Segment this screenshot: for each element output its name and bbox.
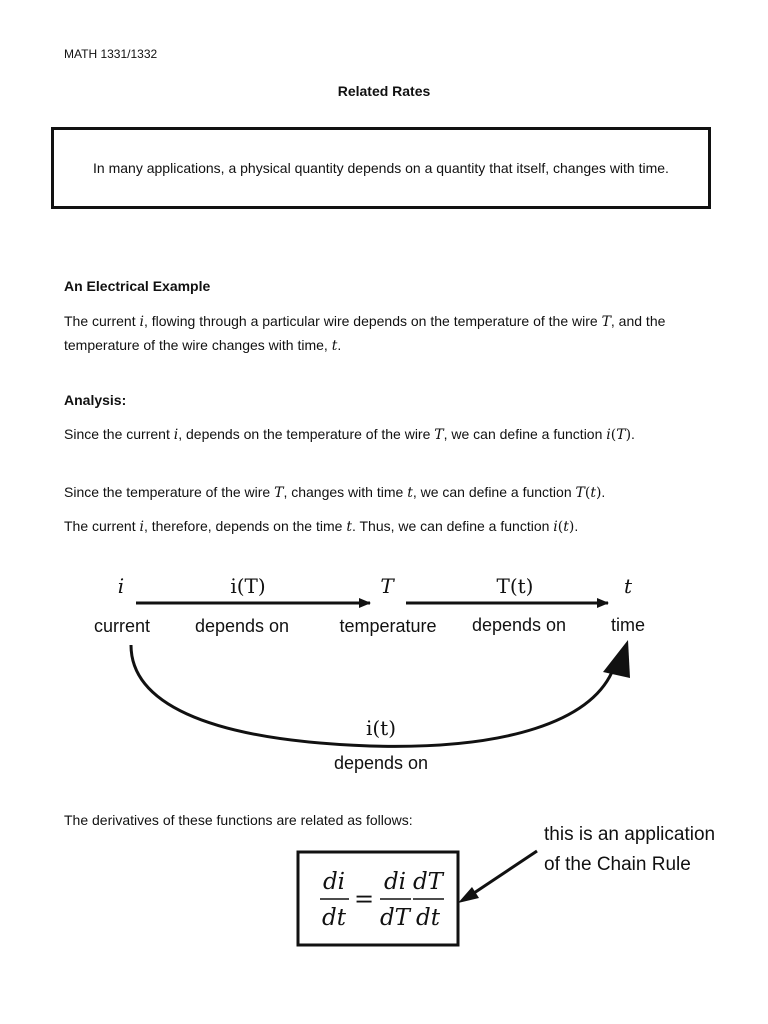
curve-function: i(t) [365,716,397,740]
r2-denominator: dt [416,905,440,931]
lhs-denominator: dt [322,905,346,931]
r2-numerator: dT [412,869,444,895]
node-t-label: time [610,615,646,635]
curve-label: depends on [333,753,429,773]
lhs-numerator: di [322,869,346,895]
analysis-heading: Analysis: [64,392,127,408]
derivatives-intro: The derivatives of these functions are related as follows: [64,812,413,828]
example-paragraph: The current i, flowing through a particular wire depends on the temperature of the wire T, and the temperature of the wire changes with time, t. [64,313,666,354]
node-i-label: current [93,616,151,636]
node-i-symbol: i [117,574,125,598]
analysis-sentence-3: The current i, therefore, depends on the time t. Thus, we can define a function i(t). [64,518,579,535]
course-code: MATH 1331/1332 [64,47,158,61]
arrow2-label: depends on [471,615,567,635]
node-T-label: temperature [339,616,437,636]
node-t-symbol: t [623,574,633,598]
example-heading: An Electrical Example [64,278,211,294]
note-line-2: of the Chain Rule [544,854,691,875]
note-pointer-line [468,851,537,897]
analysis-sentence-2: Since the temperature of the wire T, changes with time t, we can define a function T(t). [64,484,606,501]
r1-denominator: dT [379,905,411,931]
arrow2-function: T(t) [496,574,534,598]
r1-numerator: di [383,869,407,895]
note-line-1: this is an application [544,824,716,845]
analysis-sentence-1: Since the current i, depends on the temperature of the wire T, we can define a function i(T). [64,426,635,443]
node-T-symbol: T [380,574,394,598]
equals-sign: = [353,885,375,913]
intro-text: In many applications, a physical quantity depends on a quantity that itself, changes with time. [93,159,669,176]
page-title: Related Rates [337,83,431,99]
note-pointer-head [458,887,479,903]
arrow1-label: depends on [194,616,290,636]
arrow1-function: i(T) [230,574,266,598]
